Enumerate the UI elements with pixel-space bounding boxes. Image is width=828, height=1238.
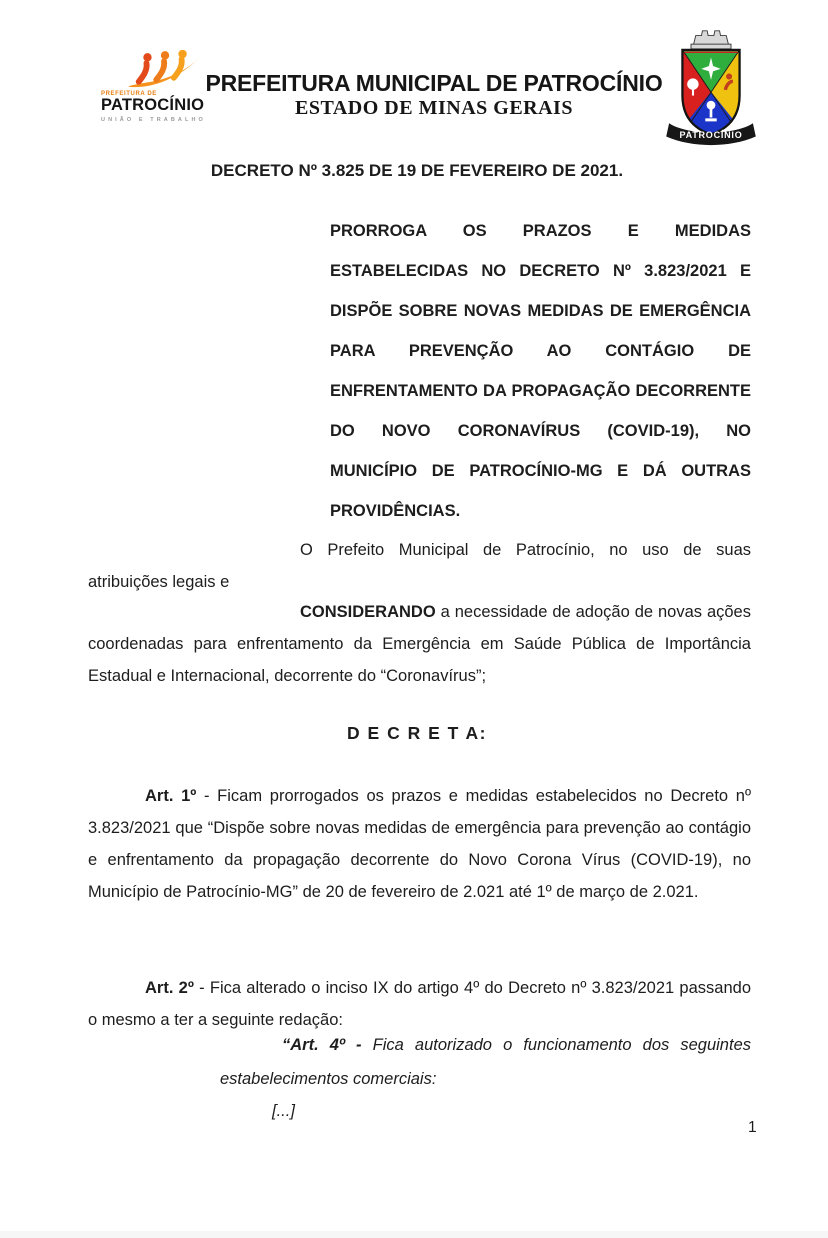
article-2-label: Art. 2º [145,979,194,997]
article-1-text: - Ficam prorrogados os prazos e medidas estabelecidos no Decreto nº 3.823/2021 que “Dispõe sobre novas medidas de emergência para prevenção ao contágio e enfrentamento da propagação decorrente do Novo Corona Vírus (COVID-19), no Município de Patrocínio-MG” de 20 de fevereiro de 2.021 até 1º de março de 2.021. [88,787,751,901]
logo-pretext: PREFEITURA DE [101,91,157,97]
decree-summary: PRORROGA OS PRAZOS E MEDIDAS ESTABELECIDAS NO DECRETO Nº 3.823/2021 E DISPÕE SOBRE NOVAS MEDIDAS DE EMERGÊNCIA PARA PREVENÇÃO AO CONTÁGIO DE ENFRENTAMENTO DA PROPAGAÇÃO DECORRENTE DO NOVO CORONAVÍRUS (COVID-19), NO MUNICÍPIO DE PATROCÍNIO-MG E DÁ OUTRAS PROVIDÊNCIAS. [330,222,751,520]
org-line2: ESTADO DE MINAS GERAIS [295,97,573,119]
prefeitura-logo [101,50,217,123]
running-figures-icon [127,50,205,90]
quoted-article-label: “Art. 4º - [282,1036,362,1054]
decree-title: DECRETO Nº 3.825 DE 19 DE FEVEREIRO DE 2021. [210,161,624,180]
decreta-heading: D E C R E T A: [347,723,487,743]
quoted-article-paragraph [220,1028,751,1096]
coat-of-arms-icon [663,27,759,147]
quote-ellipsis: [...] [272,1102,295,1120]
preamble-paragraph: O Prefeito Municipal de Patrocínio, no uso de suas atribuições legais e [88,541,751,591]
article-1-paragraph [88,780,751,908]
logo-slogan: UNIÃO E TRABALHO [101,117,206,123]
coat-of-arms [663,27,761,147]
scan-bottom-edge [0,1231,828,1238]
considerando-text: a necessidade de adoção de novas ações coordenadas para enfrentamento da Emergência em Saúde Pública de Importância Estadual e Internacional, decorrente do “Coronavírus”; [88,603,751,685]
article-1-label: Art. 1º [145,787,197,805]
page-number: 1 [748,1119,757,1136]
quoted-article-text: Fica autorizado o funcionamento dos seguintes estabelecimentos comerciais: [220,1036,751,1088]
logo-name: PATROCÍNIO [101,96,205,114]
org-title-block [203,70,665,121]
org-line1: PREFEITURA MUNICIPAL DE PATROCÍNIO [205,70,663,96]
article-2-text: - Fica alterado o inciso IX do artigo 4º do Decreto nº 3.823/2021 passando o mesmo a ter a seguinte redação: [88,979,751,1029]
crest-banner-label: PATROCÍNIO [679,129,743,140]
article-2-paragraph [88,972,751,1036]
considerando-paragraph [88,596,751,692]
considerando-label: CONSIDERANDO [300,603,436,621]
